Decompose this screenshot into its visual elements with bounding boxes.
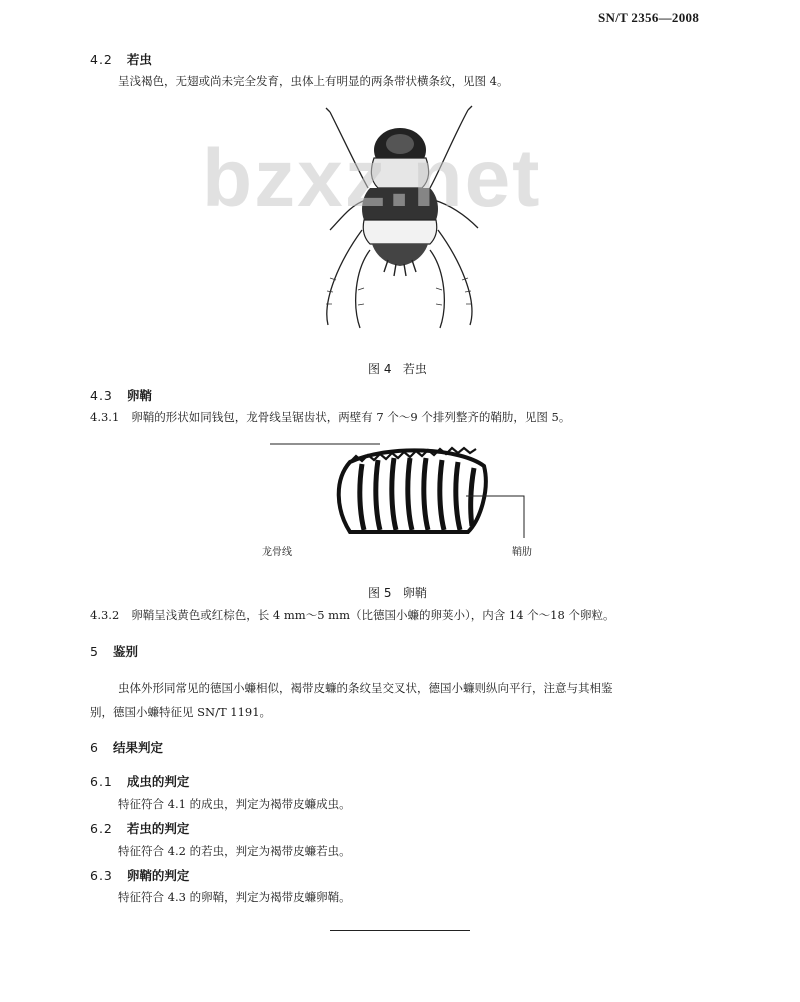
section-6-2-text: 特征符合 4.2 的若虫，判定为褐带皮蠊若虫。 <box>118 844 351 858</box>
section-number: 5 <box>90 644 99 659</box>
section-title: 成虫的判定 <box>126 774 190 789</box>
section-number: 6.2 <box>90 821 113 836</box>
section-4-3-1 <box>90 409 570 425</box>
figure-5-caption <box>368 584 427 601</box>
section-5-line-2: 别，德国小蠊特征见 SN/T 1191。 <box>90 705 272 719</box>
section-4-3-heading <box>90 386 152 404</box>
figure-title: 卵鞘 <box>402 586 427 600</box>
section-4-2-heading <box>90 50 152 68</box>
standard-number: SN/T 2356—2008 <box>598 10 700 25</box>
section-number: 4.3.1 <box>90 410 120 424</box>
figure-title: 若虫 <box>402 362 427 376</box>
section-number: 4.3.2 <box>90 608 120 622</box>
section-6-heading <box>90 738 163 756</box>
leg-right <box>438 230 472 325</box>
section-6-1-heading <box>90 772 189 790</box>
section-title: 结果判定 <box>112 740 163 755</box>
section-6-3-heading <box>90 866 189 884</box>
figure-label: 图 4 <box>368 362 392 376</box>
figure-4-caption <box>368 360 427 377</box>
section-number: 4.2 <box>90 52 113 67</box>
section-5-heading <box>90 642 138 660</box>
rib-label: 鞘肋 <box>512 547 532 558</box>
section-number: 6.1 <box>90 774 113 789</box>
section-title: 卵鞘 <box>126 388 152 403</box>
ootheca-figure <box>270 440 530 540</box>
section-4-2-text: 呈浅褐色，无翅或尚未完全发育，虫体上有明显的两条带状横条纹，见图 4。 <box>118 74 509 88</box>
section-text: 卵鞘的形状如同钱包，龙骨线呈锯齿状，两壁有 7 个～9 个排列整齐的鞘肋，见图 5。 <box>131 410 571 424</box>
section-title: 鉴别 <box>112 644 138 659</box>
section-5-line-1: 虫体外形同常见的德国小蠊相似，褐带皮蠊的条纹呈交叉状，德国小蠊则纵向平行，注意与其相鉴 <box>118 681 613 695</box>
section-title: 卵鞘的判定 <box>126 868 190 883</box>
section-number: 4.3 <box>90 388 113 403</box>
section-title: 若虫的判定 <box>126 821 190 836</box>
section-4-3-2 <box>90 607 614 623</box>
figure-label: 图 5 <box>368 586 392 600</box>
keel-label: 龙骨线 <box>262 547 292 558</box>
section-number: 6.3 <box>90 868 113 883</box>
section-number: 6 <box>90 740 99 755</box>
section-text: 卵鞘呈浅黄色或红棕色，长 4 mm～5 mm（比德国小蠊的卵荚小），内含 14 个～18 个卵粒。 <box>131 608 615 622</box>
end-rule <box>330 930 470 931</box>
section-6-2-heading <box>90 819 189 837</box>
watermark: bzxz.net <box>202 133 542 224</box>
section-6-3-text: 特征符合 4.3 的卵鞘，判定为褐带皮蠊卵鞘。 <box>118 890 351 904</box>
section-6-1-text: 特征符合 4.1 的成虫，判定为褐带皮蠊成虫。 <box>118 797 351 811</box>
section-title: 若虫 <box>126 52 152 67</box>
